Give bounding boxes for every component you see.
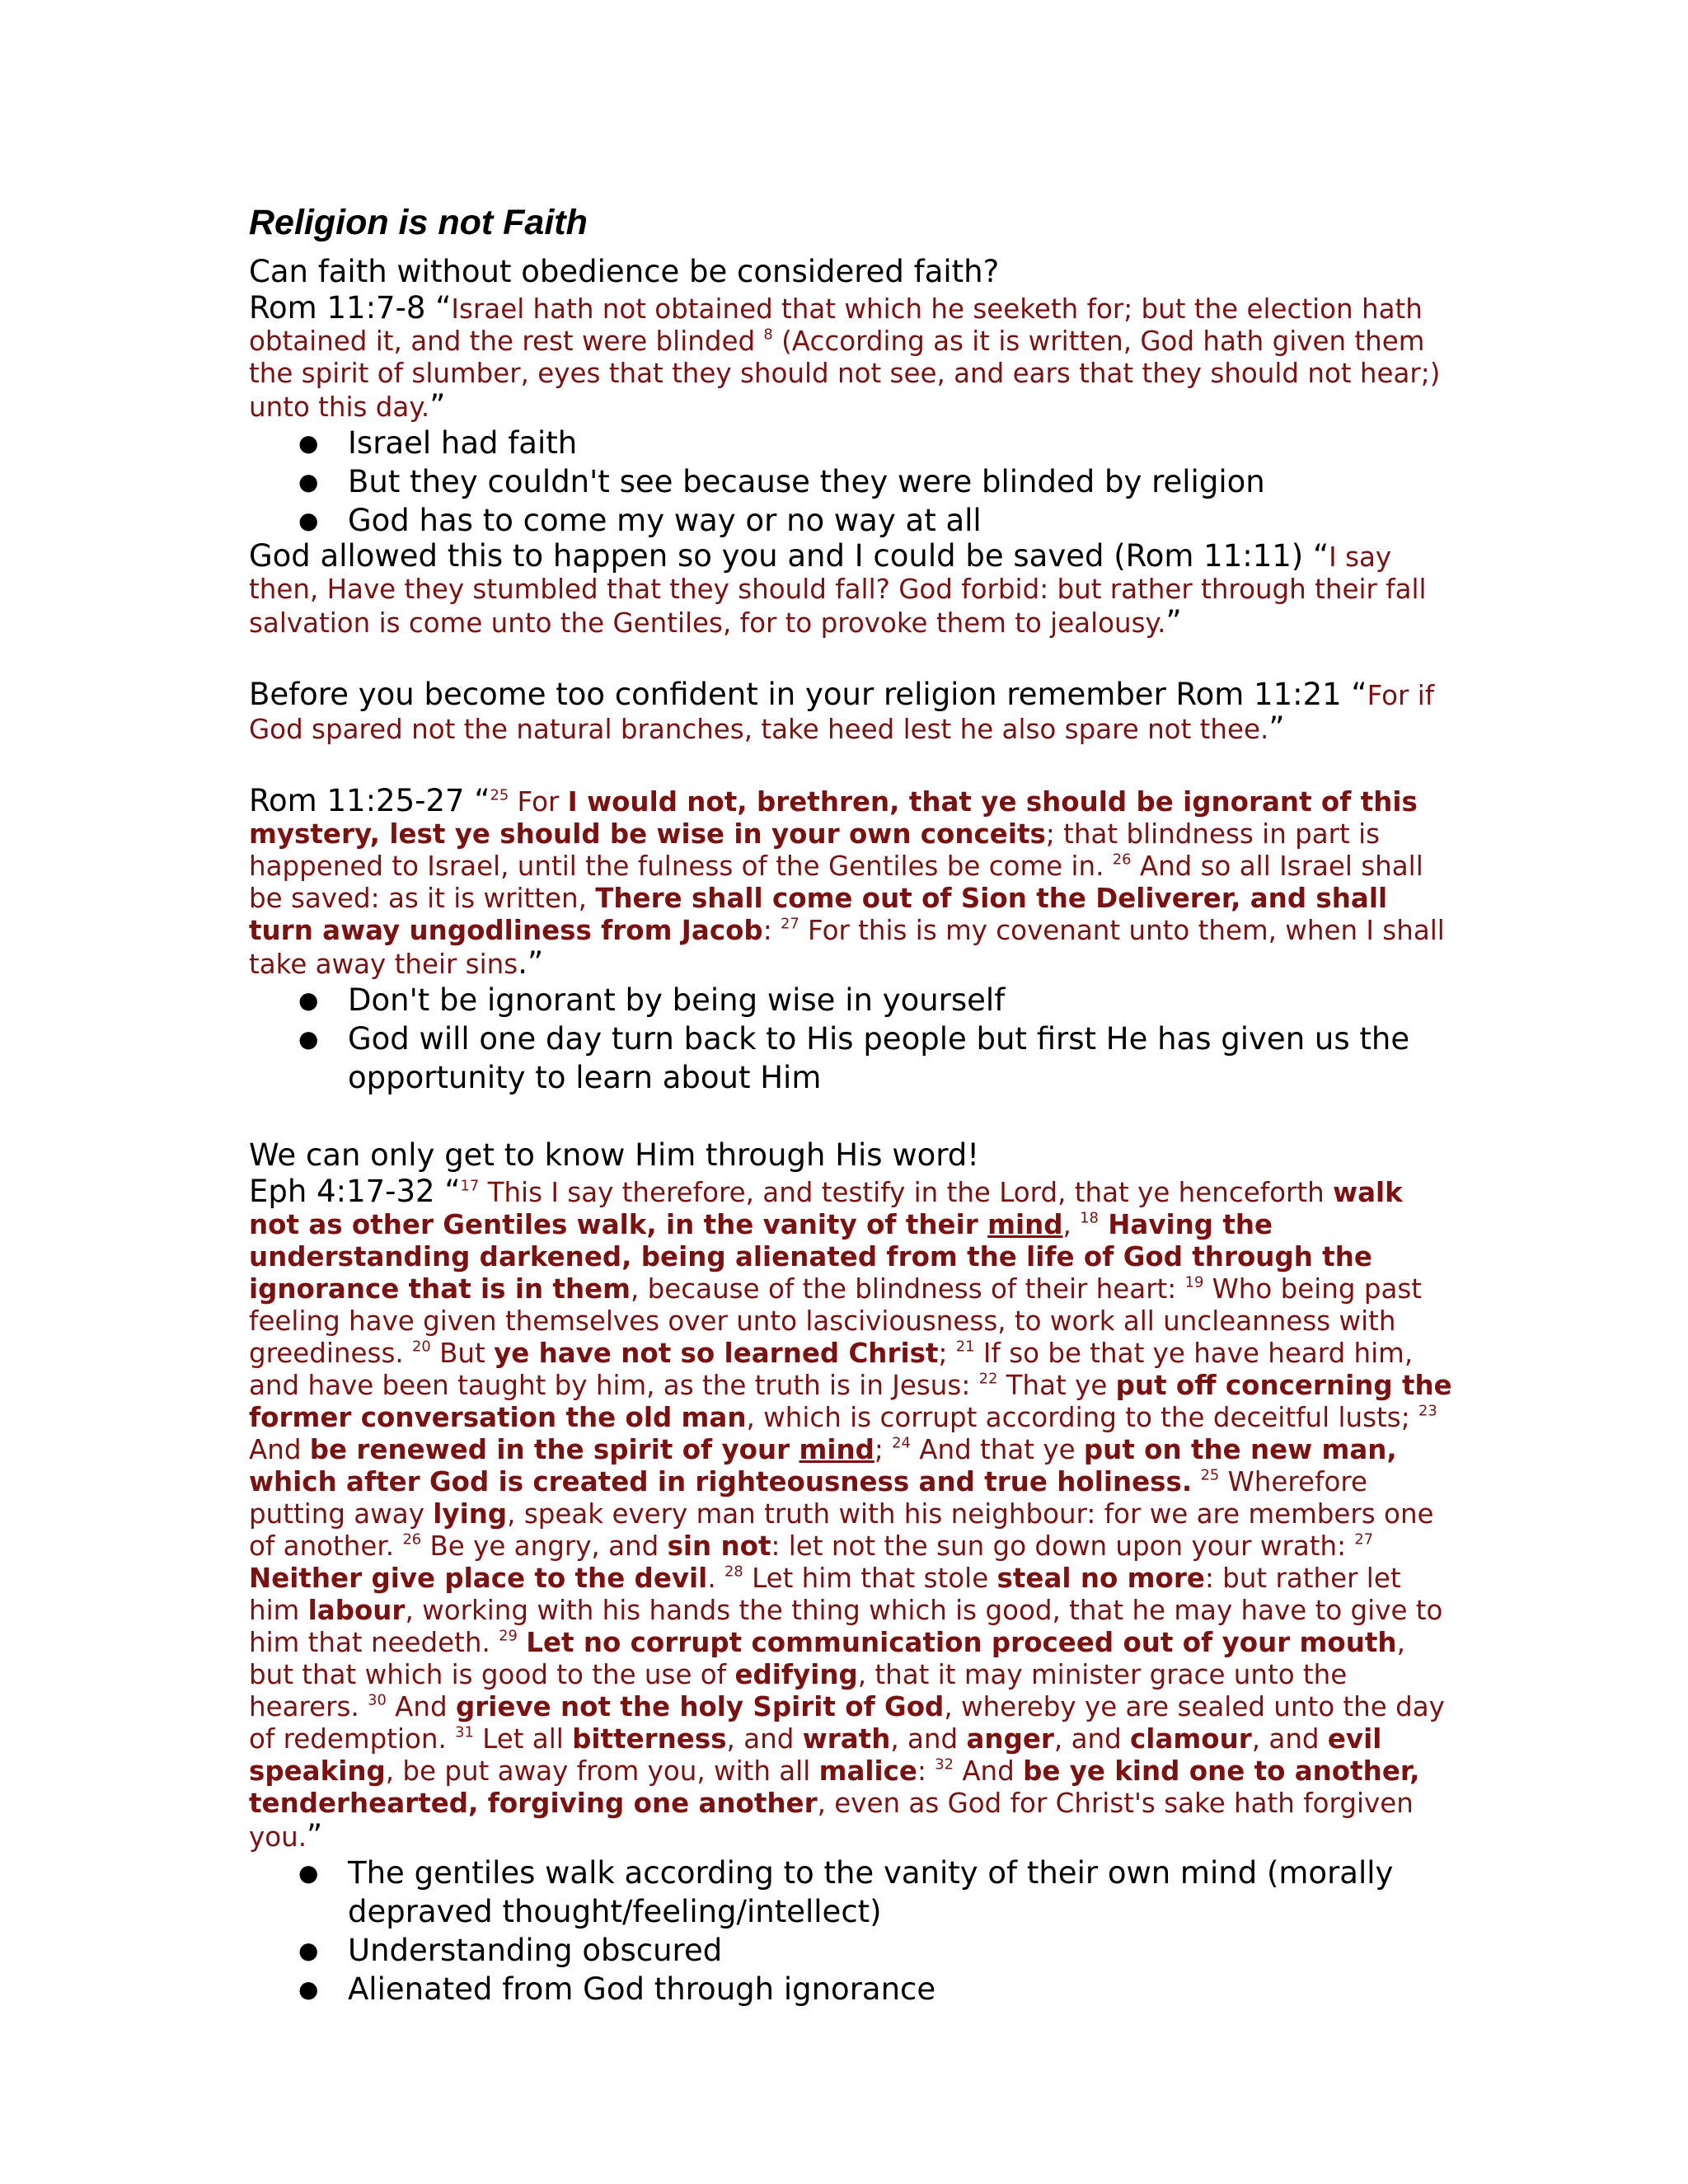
bullet-list xyxy=(249,424,1452,540)
scripture-reference: Rom 11:7-8 xyxy=(249,290,436,326)
scripture-eph-4-17-32: Eph 4:17-32 “$^{17}$ This I say therefore, and testify in the Lord, that ye henceforth walk not as other Gentiles walk, in the vanity of their mind, $^{18}$ Having the understanding darkened, being alienated from the life of God through the ignorance that is in them, because of the blindness of their heart: $^{19}$ Who being past feeling have given themselves over unto lasciviousness, to work all uncleanness with greediness. $^{20}$ But ye have not so learned Christ; $^{21}$ If so be that ye have heard him, and have been taught by him, as the truth is in Jesus: $^{22}$ That ye put off concerning the former conversation the old man, which is corrupt according to the deceitful lusts; $^{23}$ And be renewed in the spirit of your mind; $^{24}$ And that ye put on the new man, which after God is created in righteousness and true holiness. $^{25}$ Wherefore putting away lying, speak every man truth with his neighbour: for we are members one of another. $^{26}$ Be ye angry, and sin not: let not the sun go down upon your wrath: $^{27}$ Neither give place to the devil. $^{28}$ Let him that stole steal no more: but rather let him labour, working with his hands the thing which is good, that he may have to give to him that needeth. $^{29}$ Let no corrupt communication proceed out of your mouth, but that which is good to the use of edifying, that it may minister grace unto the hearers. $^{30}$ And grieve not the holy Spirit of God, whereby ye are sealed unto the day of redemption. $^{31}$ Let all bitterness, and wrath, and anger, and clamour, and evil speaking, be put away from you, with all malice: $^{32}$ And be ye kind one to another, tenderhearted, forgiving one another, even as God for Christ's sake hath forgiven you.” xyxy=(249,1174,1452,1854)
spacer xyxy=(249,640,1452,678)
list-item: ● God has to come my way or no way at all xyxy=(249,501,1452,540)
list-item: ● But they couldn't see because they were blinded by religion xyxy=(249,462,1452,501)
verse-number: 8 xyxy=(763,326,773,344)
scripture-reference: Eph 4:17-32 xyxy=(249,1174,445,1209)
bullet-list xyxy=(249,1854,1452,2008)
list-item: ● Israel had faith xyxy=(249,424,1452,462)
paragraph-lead: We can only get to know Him through His word! xyxy=(249,1137,980,1173)
scripture-reference: Rom 11:25-27 xyxy=(249,783,475,818)
list-item: ● Alienated from God through ignorance xyxy=(249,1970,1452,2008)
list-item: ● The gentiles walk according to the vanity of their own mind (morally depraved thought/feeling/intellect) xyxy=(249,1854,1452,1931)
spacer xyxy=(249,1097,1452,1136)
scripture-rom-11-7-8: Rom 11:7-8 “Israel hath not obtained that which he seeketh for; but the election hath obtained it, and the rest were blinded $^8$ (According as it is written, God hath given them the spirit of slumber, eyes that they should not see, and ears that they should not hear;) unto this day.” xyxy=(249,290,1441,424)
bullet-list xyxy=(249,981,1452,1097)
close-quote: ” xyxy=(429,388,446,424)
scripture-rom-11-21: Before you become too confident in your religion remember Rom 11:21 “For if God spared not the natural branches, take heed lest he also spare not thee.” xyxy=(249,677,1435,746)
paragraph-lead: Before you become too confident in your religion remember Rom 11:21 xyxy=(249,677,1352,712)
scripture-rom-11-25-27: Rom 11:25-27 “$^{25}$ For I would not, brethren, that ye should be ignorant of this mystery, lest ye should be wise in your own conceits; that blindness in part is happened to Israel, until the fulness of the Gentiles be come in. $^{26}$ And so all Israel shall be saved: as it is written, There shall come out of Sion the Deliverer, and shall turn away ungodliness from Jacob: $^{27}$ For this is my covenant unto them, when I shall take away their sins.” xyxy=(249,783,1445,981)
open-quote: “ xyxy=(435,290,452,326)
document-page xyxy=(249,198,1452,2008)
list-item: ● God will one day turn back to His people but first He has given us the opportunity to learn about Him xyxy=(249,1019,1452,1097)
list-item: ● Understanding obscured xyxy=(249,1931,1452,1970)
intro-question: Can faith without obedience be considered faith? xyxy=(249,254,1000,289)
spacer xyxy=(249,746,1452,785)
list-item: ● Don't be ignorant by being wise in yourself xyxy=(249,981,1452,1019)
page-title: Religion is not Faith xyxy=(249,203,588,242)
scripture-rom-11-11: God allowed this to happen so you and I could be saved (Rom 11:11) “I say then, Have they stumbled that they should fall? God forbid: but rather through their fall salvation is come unto the Gentiles, for to provoke them to jealousy.” xyxy=(249,538,1427,640)
paragraph-lead: God allowed this to happen so you and I could be saved (Rom 11:11) xyxy=(249,538,1313,574)
